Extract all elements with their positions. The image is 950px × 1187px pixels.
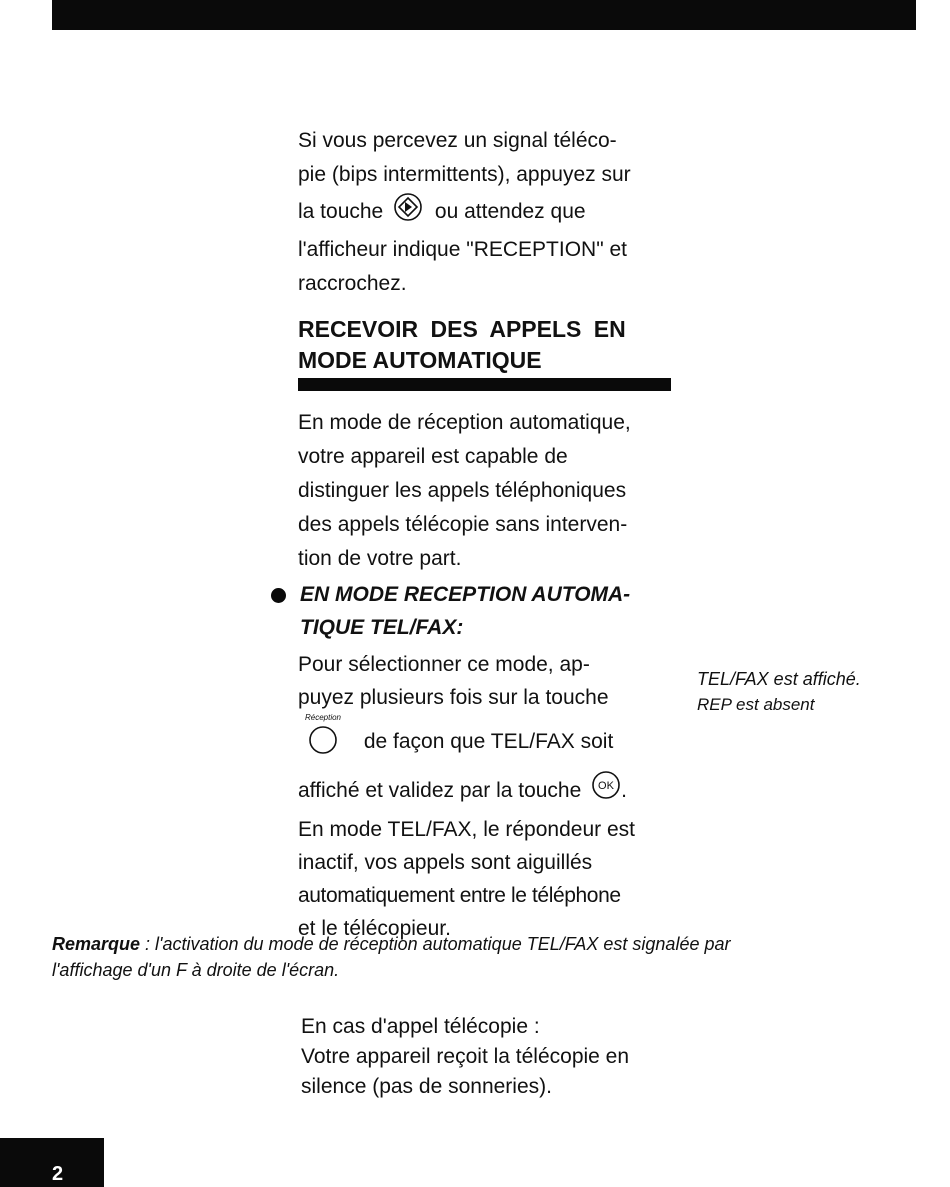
- display-side-note: [697, 666, 861, 718]
- fax-call-line-3: silence (pas de sonneries).: [301, 1075, 552, 1098]
- intro-line-4: l'afficheur indique "RECEPTION" et: [298, 238, 628, 261]
- ok-key-label: OK: [598, 780, 615, 792]
- fax-call-line-2: Votre appareil reçoit la télécopie en: [301, 1045, 630, 1068]
- remark-label: Remarque: [52, 934, 141, 954]
- intro-line-3-after: ou attendez que: [434, 200, 586, 224]
- fax-call-paragraph: [301, 1012, 629, 1102]
- telfax-line-6: inactif, vos appels sont aiguillés: [298, 851, 593, 874]
- telfax-line-2: puyez plusieurs fois sur la touche: [298, 686, 609, 709]
- side-note-line-2: REP est absent: [697, 695, 815, 714]
- telfax-line-4-after: .: [621, 779, 627, 803]
- remark-line-2: l'affichage d'un F à droite de l'écran.: [52, 960, 340, 980]
- ok-key-icon: [591, 770, 621, 813]
- subheading-line-2: TIQUE TEL/FAX:: [300, 616, 464, 639]
- telfax-line-3: [298, 714, 635, 770]
- side-note-line-1: TEL/FAX est affiché.: [697, 669, 861, 689]
- heading-line-2: MODE AUTOMATIQUE: [298, 347, 542, 373]
- subheading-line-1: EN MODE RECEPTION AUTOMA-: [300, 583, 631, 606]
- reception-key-icon: [298, 713, 358, 762]
- remark-separator: :: [140, 934, 156, 954]
- intro-line-5: raccrochez.: [298, 272, 407, 295]
- intro-line-3-before: la touche: [298, 200, 384, 224]
- fax-call-line-1: En cas d'appel télécopie :: [301, 1015, 540, 1038]
- telfax-line-4-before: affiché et validez par la touche: [298, 779, 582, 803]
- intro-paragraph: [298, 124, 631, 301]
- bullet-dot: [271, 588, 286, 603]
- telfax-line-8: et le télécopieur.: [298, 917, 451, 940]
- auto-line-5: tion de votre part.: [298, 547, 462, 570]
- intro-line-1: Si vous percevez un signal téléco-: [298, 129, 617, 152]
- telfax-line-7: automatiquement entre le téléphone: [298, 884, 621, 907]
- intro-line-3: [298, 192, 631, 233]
- auto-line-2: votre appareil est capable de: [298, 445, 568, 468]
- heading-underline-bar: [298, 378, 671, 391]
- telfax-line-1: Pour sélectionner ce mode, ap-: [298, 653, 590, 676]
- top-black-bar: [52, 0, 916, 30]
- telfax-paragraph: [298, 648, 635, 945]
- page-number: 2: [52, 1163, 64, 1185]
- auto-line-3: distinguer les appels téléphoniques: [298, 479, 627, 502]
- reception-key-label: Réception: [304, 713, 342, 723]
- auto-reception-paragraph: [298, 406, 631, 576]
- auto-line-4: des appels télécopie sans interven-: [298, 513, 628, 536]
- remark-text-1: l'activation du mode de réception automatique TEL/FAX est signalée par: [155, 934, 731, 954]
- telfax-line-3-text: de façon que TEL/FAX soit: [363, 730, 614, 753]
- section-heading: [298, 314, 670, 376]
- telfax-line-4: [298, 770, 635, 813]
- telfax-line-5: En mode TEL/FAX, le répondeur est: [298, 818, 635, 841]
- heading-line-1: RECEVOIR DES APPELS EN: [298, 316, 626, 342]
- remark-line-1: [52, 931, 932, 957]
- intro-line-2: pie (bips intermittents), appuyez sur: [298, 163, 631, 186]
- telfax-subheading: [300, 578, 630, 644]
- start-key-icon: [393, 192, 423, 233]
- remark-note: [52, 931, 932, 983]
- auto-line-1: En mode de réception automatique,: [298, 411, 631, 434]
